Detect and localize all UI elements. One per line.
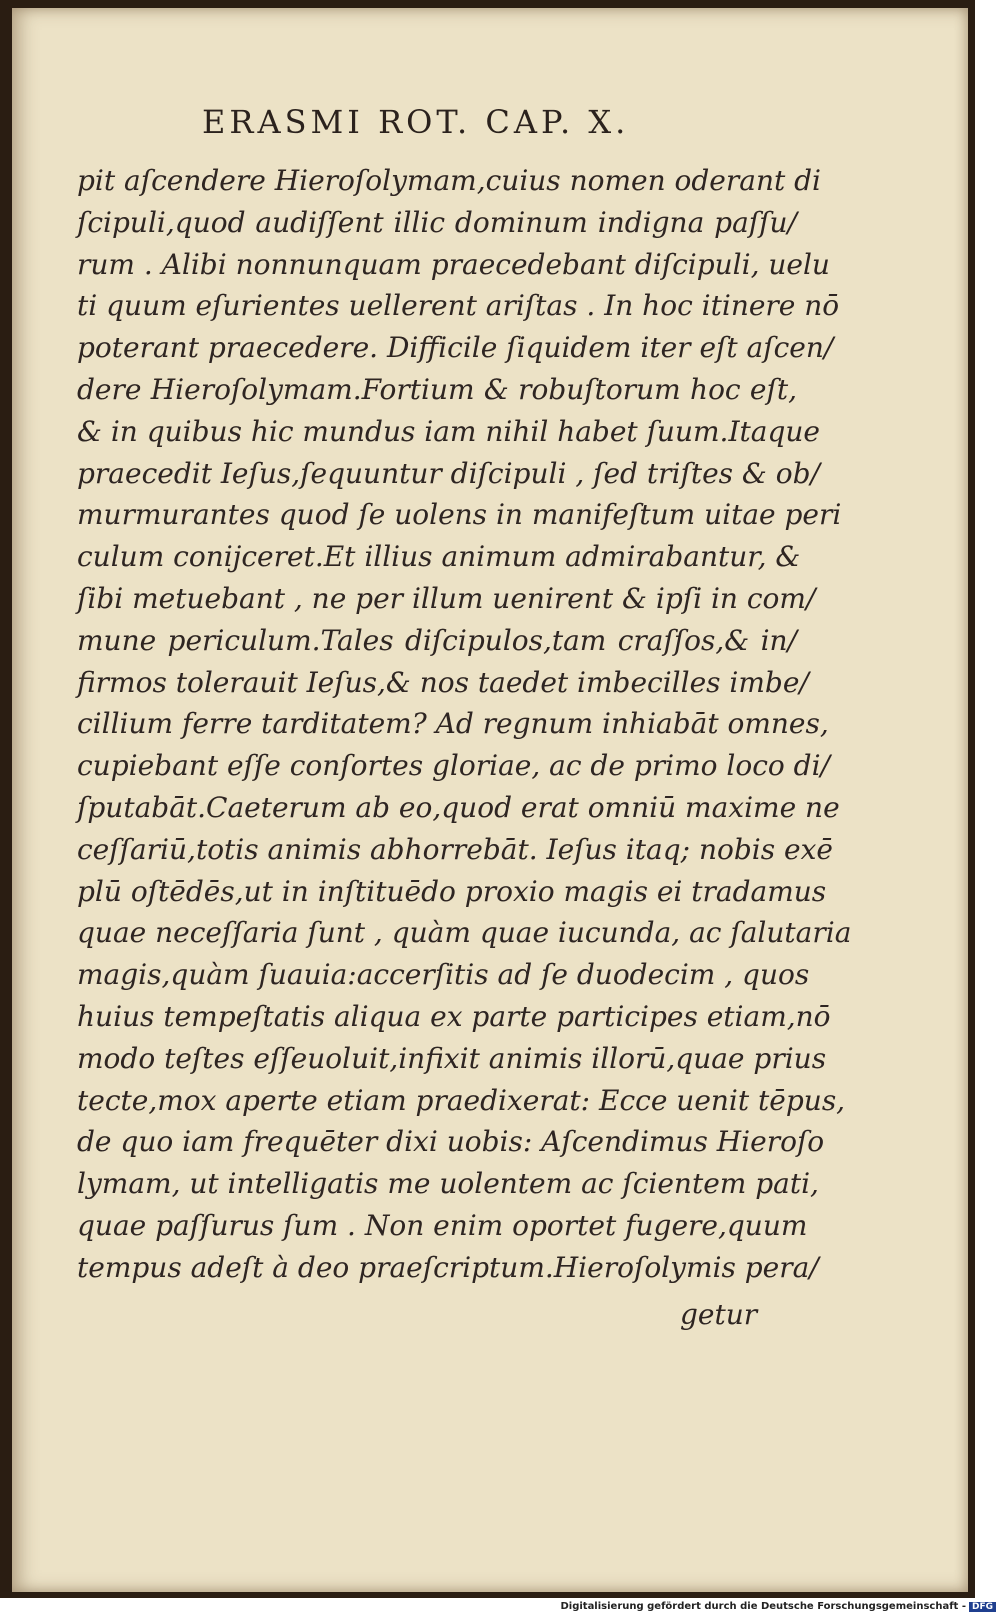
text-line: cupiebant eſſe conſortes gloriae, ac de primo loco di/ — [77, 749, 830, 783]
text-line: rum . Alibi nonnunquam praecedebant diſcipuli, uelu — [77, 247, 830, 281]
text-line: ſibi metuebant , ne per illum uenirent & ipſi in com/ — [77, 581, 816, 615]
text-line: tempus adeſt à deo praeſcriptum.Hieroſolymis pera/ — [77, 1250, 819, 1284]
text-line: firmos tolerauit Ieſus,& nos taedet imbecilles imbe/ — [77, 665, 809, 699]
funding-footer — [560, 1601, 996, 1612]
text-line: ſputabāt.Caeterum ab eo,quod erat omniū maxime ne — [77, 790, 840, 824]
footer-text: Digitalisierung gefördert durch die Deutsche Forschungsgemeinschaft - — [560, 1601, 966, 1612]
text-line: lymam, ut intelligatis me uolentem ac ſcientem pati, — [77, 1167, 819, 1201]
running-header: ERASMI ROT. CAP. X. — [202, 103, 630, 141]
book-page — [12, 8, 968, 1592]
text-line: ceſſariū,totis animis abhorrebāt. Ieſus itaq; nobis exē — [77, 832, 833, 866]
text-line: cillium ferre tarditatem? Ad regnum inhiabāt omnes, — [77, 707, 829, 741]
text-line: culum conijceret.Et illius animum admirabantur, & — [77, 540, 801, 574]
text-line: ſcipuli,quod audiſſent illic dominum indigna paſſu/ — [77, 205, 797, 239]
text-line: ti quum eſurientes uellerent ariſtas . In hoc itinere nō — [77, 289, 840, 323]
text-line: plū oſtēdēs,ut in inſtituēdo proxio magis ei tradamus — [77, 874, 827, 908]
text-line: de quo iam frequēter dixi uobis: Aſcendimus Hieroſo — [77, 1125, 825, 1159]
text-line: praecedit Ieſus,ſequuntur diſcipuli , ſed triſtes & ob/ — [77, 456, 820, 490]
catchword: getur — [680, 1298, 758, 1331]
text-line: pit aſcendere Hieroſolymam,cuius nomen oderant di — [77, 164, 822, 197]
page-text — [77, 160, 852, 1289]
text-line: poterant praecedere. Difficile ſiquidem iter eſt aſcen/ — [77, 331, 834, 365]
text-line: magis,quàm ſuauia:accerſitis ad ſe duodecim , quos — [77, 958, 810, 992]
text-line: & in quibus hic mundus iam nihil habet ſuum.Itaque — [77, 414, 820, 448]
text-line: quae neceſſaria ſunt , quàm quae iucunda, ac ſalutaria — [77, 916, 852, 950]
text-line: modo teſtes eſſeuoluit,infixit animis illorū,quae prius — [77, 1041, 827, 1075]
text-line: quae paſſurus ſum . Non enim oportet fugere,quum — [77, 1208, 808, 1242]
text-line: mune periculum.Tales diſcipulos,tam craſſos,& in/ — [77, 623, 797, 657]
text-line: dere Hieroſolymam.Fortium & robuſtorum hoc eſt, — [77, 372, 797, 406]
dfg-logo: DFG — [969, 1602, 996, 1612]
text-line: murmurantes quod ſe uolens in manifeſtum uitae peri — [77, 498, 842, 532]
text-line: tecte,mox aperte etiam praedixerat: Ecce uenit tēpus, — [77, 1083, 846, 1117]
text-line: huius tempeſtatis aliqua ex parte participes etiam,nō — [77, 999, 831, 1033]
